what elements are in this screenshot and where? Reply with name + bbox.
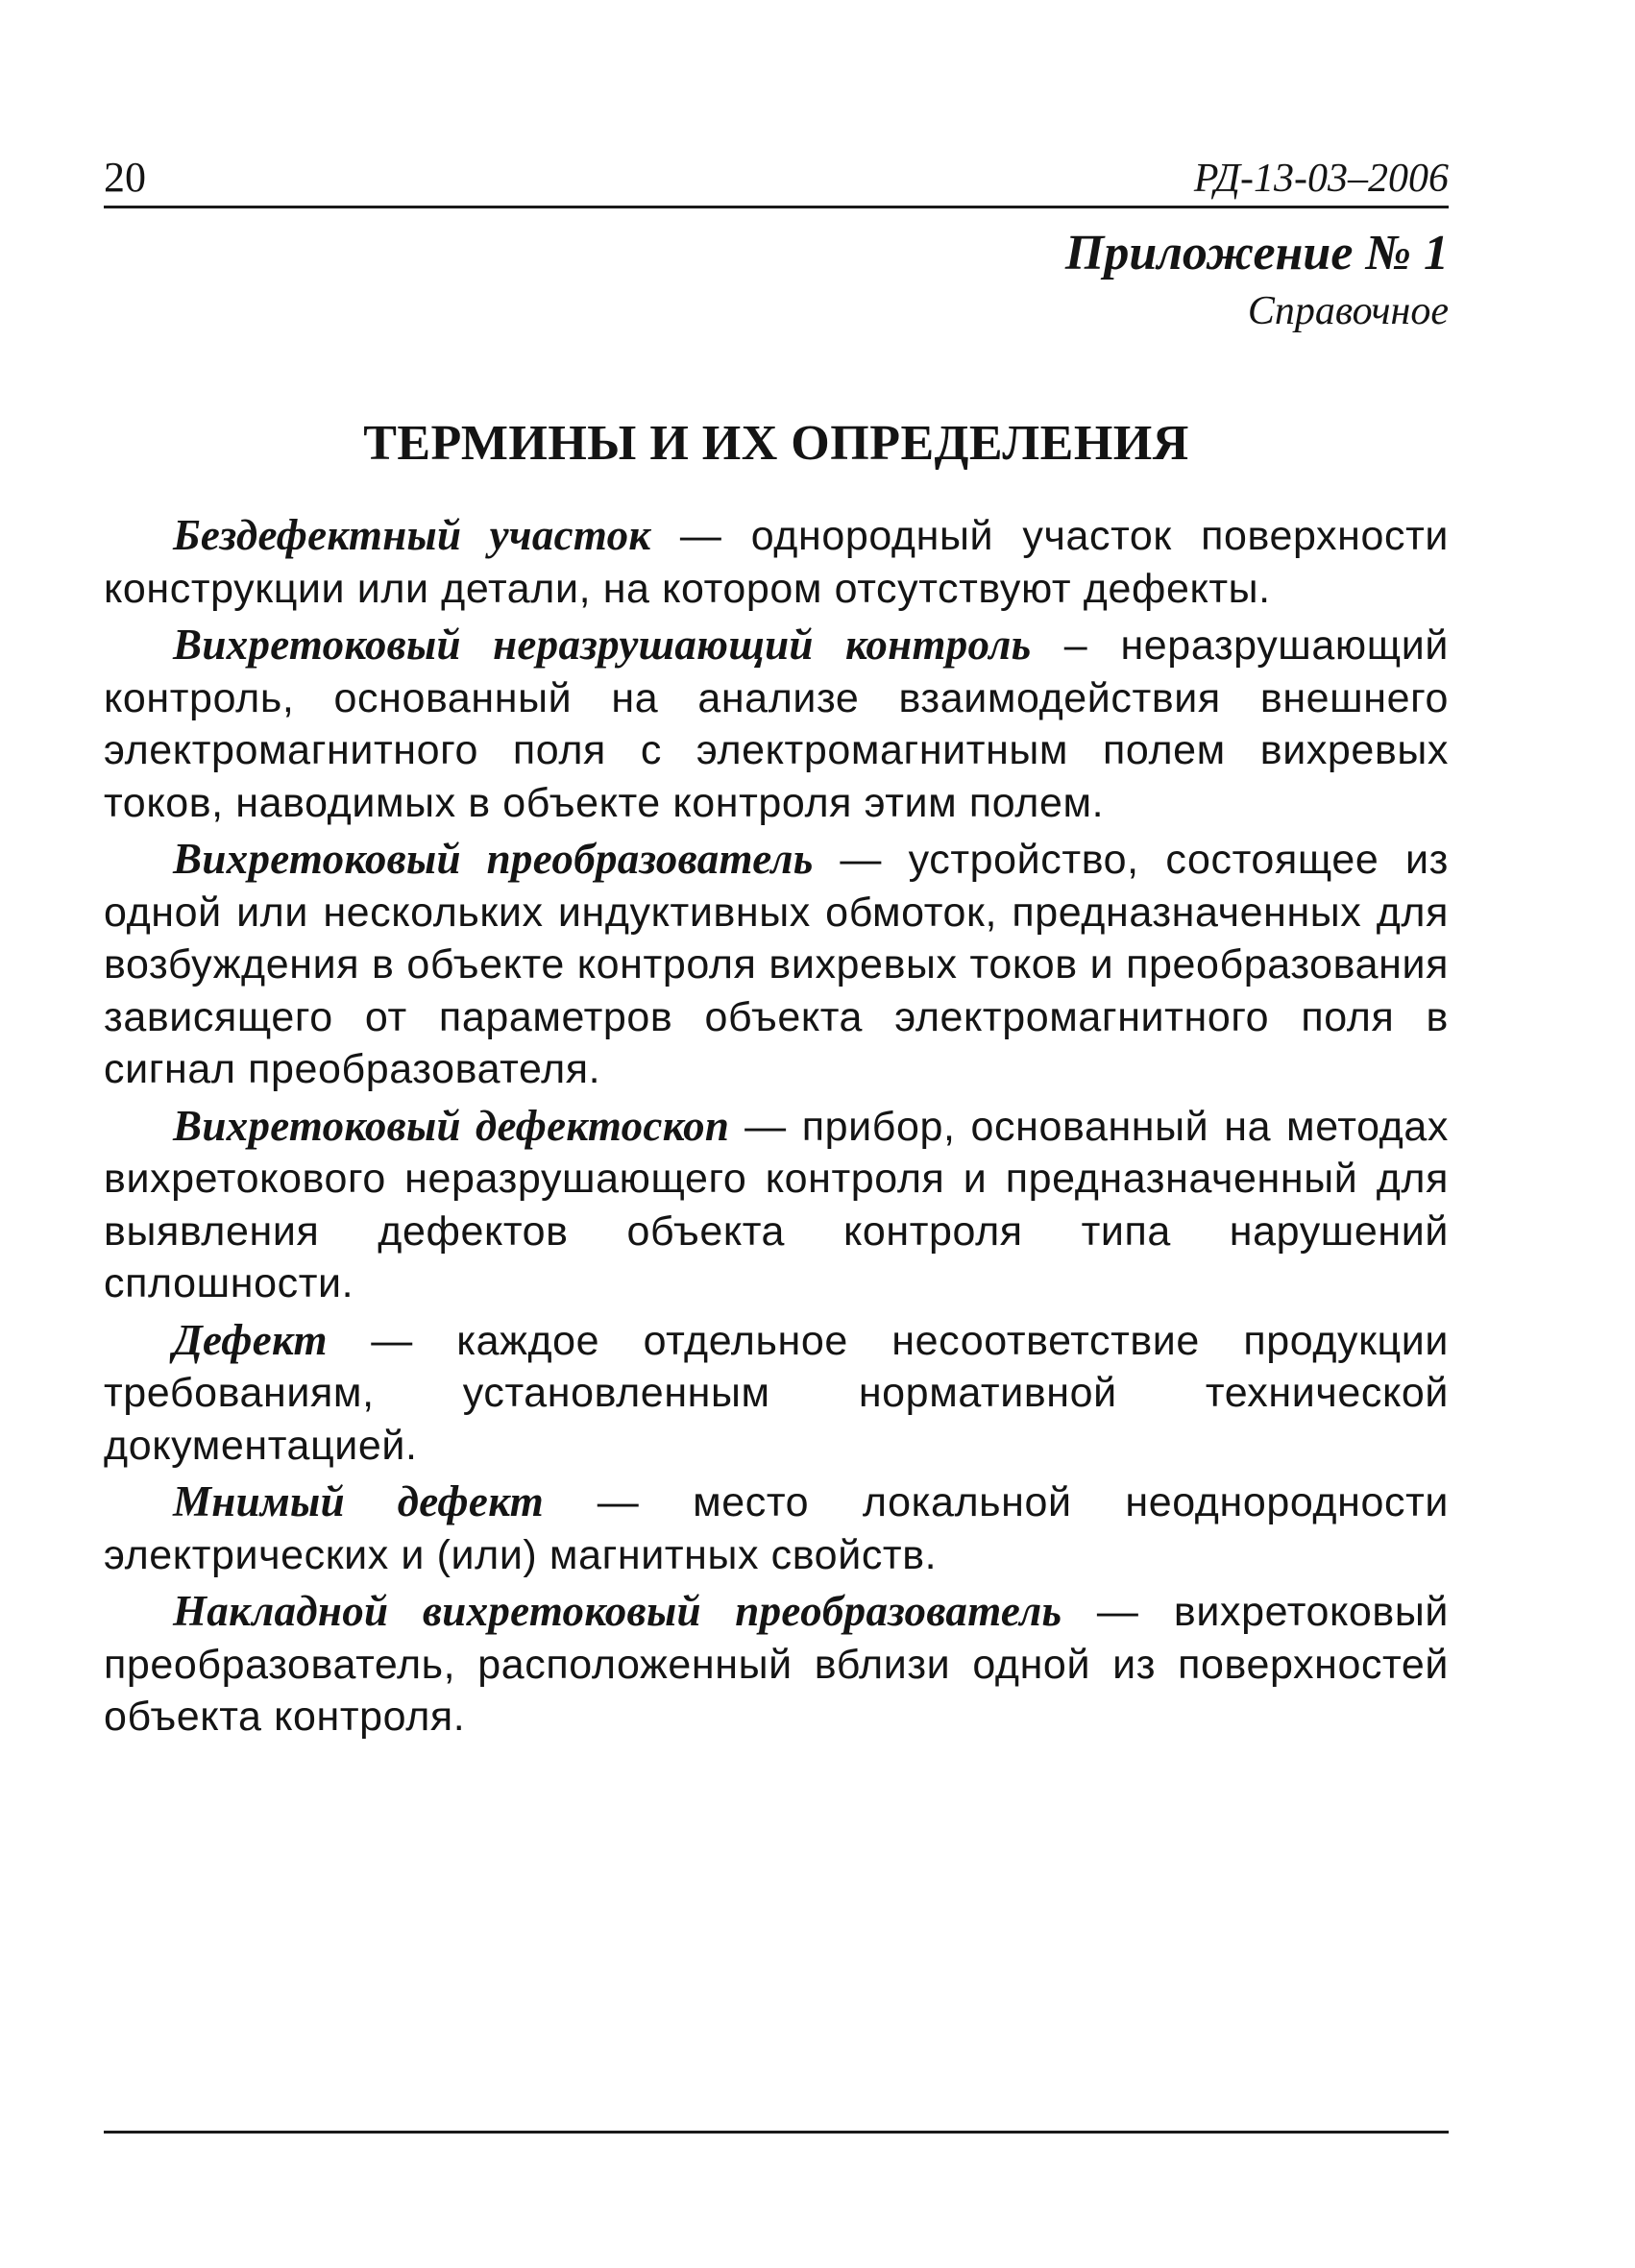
- term-entry: [104, 1314, 1449, 1473]
- term-definition: — однородный участок поверхности конструкции или детали, на котором отсутствуют дефекты.: [104, 513, 1449, 612]
- term-name: Накладной вихретоковый преобразователь: [173, 1587, 1062, 1635]
- term-name: Вихретоковый дефектоскоп: [173, 1101, 730, 1150]
- document-code: РД-13-03–2006: [1193, 157, 1449, 201]
- terms-list: [104, 509, 1449, 1747]
- term-definition: — каждое отдельное несоответствие продукции требованиям, установленным нормативной технической документацией.: [104, 1317, 1449, 1469]
- term-name: Мнимый дефект: [173, 1477, 545, 1525]
- appendix-title: Приложение № 1: [1064, 226, 1449, 280]
- term-definition: — устройство, состоящее из одной или нескольких индуктивных обмоток, предназначенных для возбуждения в объекте контроля вихревых токов и преобразования зависящего от параметров объекта электромагнитного поля в сигнал преобразователя.: [104, 837, 1449, 1092]
- term-entry: [104, 1475, 1449, 1581]
- term-name: Бездефектный участок: [173, 511, 651, 559]
- term-definition: — вихретоковый преобразователь, расположенный вблизи одной из поверхностей объекта контроля.: [104, 1589, 1449, 1740]
- page-number: 20: [104, 154, 146, 201]
- term-name: Вихретоковый преобразователь: [173, 835, 814, 883]
- term-name: Дефект: [173, 1315, 328, 1364]
- appendix-type: Справочное: [1247, 289, 1449, 333]
- term-entry: [104, 1585, 1449, 1744]
- term-entry: [104, 1100, 1449, 1310]
- appendix-block: [1065, 223, 1449, 338]
- term-entry: [104, 619, 1449, 829]
- page-header: [104, 152, 1449, 208]
- section-title: ТЕРМИНЫ И ИХ ОПРЕДЕЛЕНИЯ: [363, 416, 1189, 471]
- term-definition: — прибор, основанный на методах вихретокового неразрушающего контроля и предназначенный для выявления дефектов объекта контроля типа нарушений сплошности.: [104, 1103, 1449, 1306]
- footer-divider: [104, 2131, 1449, 2134]
- term-name: Вихретоковый неразрушающий контроль: [173, 621, 1032, 669]
- term-definition: — место локальной неоднородности электрических и (или) магнитных свойств.: [104, 1479, 1449, 1578]
- term-entry: [104, 509, 1449, 615]
- term-definition: – неразрушающий контроль, основанный на анализе взаимодействия внешнего электромагнитного поля с электромагнитным полем вихревых токов, наводимых в объекте контроля этим полем.: [104, 622, 1449, 826]
- term-entry: [104, 833, 1449, 1096]
